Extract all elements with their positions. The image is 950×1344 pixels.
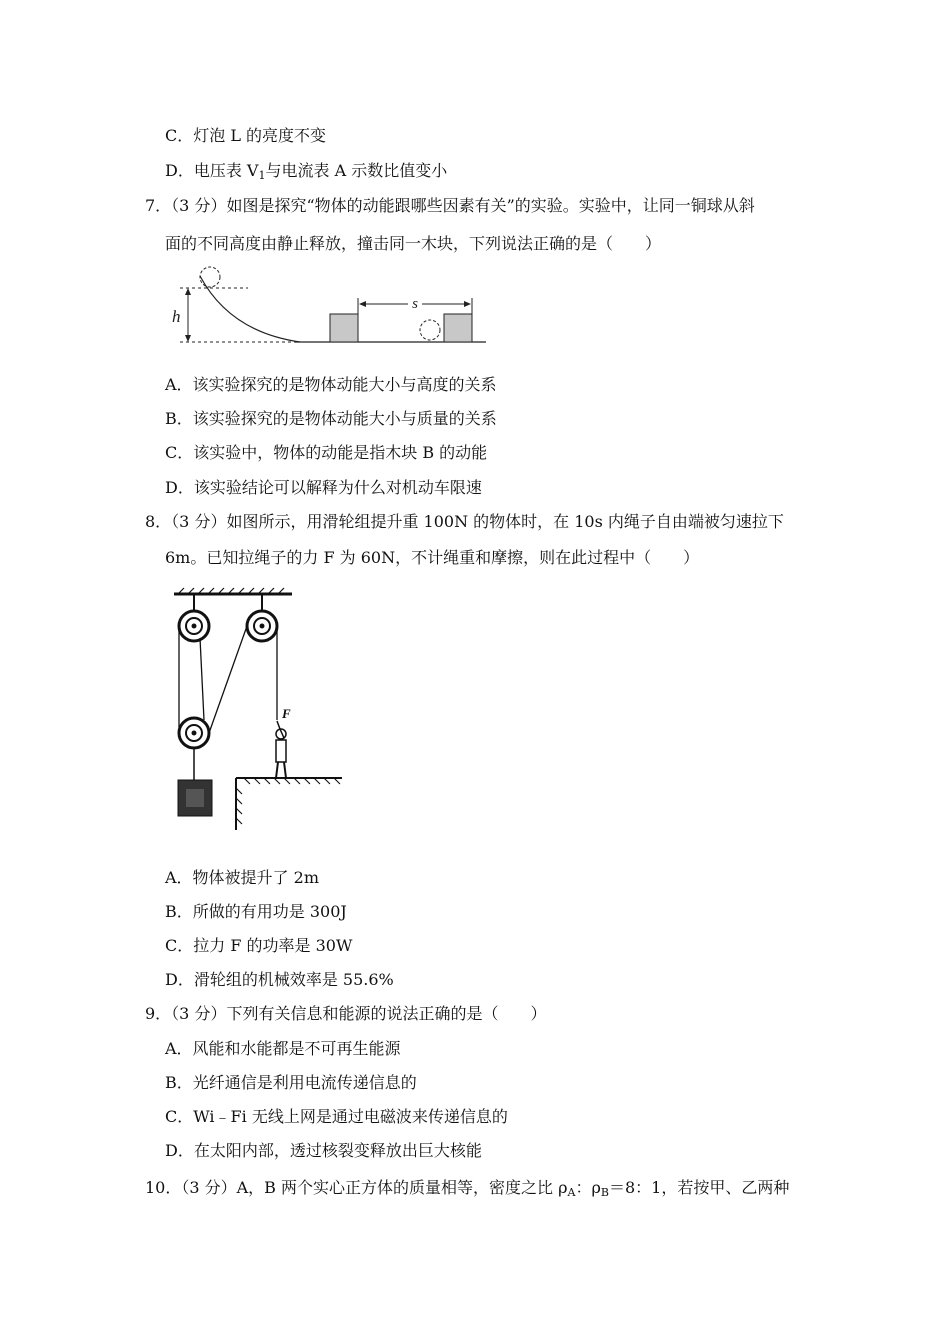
q6-option-d <box>165 161 447 181</box>
q7-option-a: A．该实验探究的是物体动能大小与高度的关系 <box>165 375 497 394</box>
q7-label-h: h <box>172 307 181 326</box>
q7-option-b: B．该实验探究的是物体动能大小与质量的关系 <box>165 409 497 428</box>
q8-label-F: F <box>282 706 291 721</box>
q7-option-c: C．该实验中，物体的动能是指木块 B 的动能 <box>165 443 488 462</box>
q8-option-b: B．所做的有用功是 300J <box>165 902 347 921</box>
q9-option-d: D．在太阳内部，透过核裂变释放出巨大核能 <box>165 1141 482 1160</box>
q7-label-s: s <box>412 296 418 312</box>
q8-stem-line2: 6m。已知拉绳子的力 F 为 60N，不计绳重和摩擦，则在此过程中（ ） <box>165 548 700 567</box>
q6-option-d-pre: D．电压表 V <box>165 161 259 180</box>
q8-stem-line1: 8．（3 分）如图所示，用滑轮组提升重 100N 的物体时，在 10s 内绳子自由端被匀速拉下 <box>145 512 784 531</box>
q9-option-c: C．Wi﹣Fi 无线上网是通过电磁波来传递信息的 <box>165 1107 508 1126</box>
q7-stem-line1: 7．（3 分）如图是探究“物体的动能跟哪些因素有关”的实验。实验中，让同一铜球从斜 <box>145 196 755 215</box>
q6-option-c: C．灯泡 L 的亮度不变 <box>165 126 327 145</box>
q9-option-a: A．风能和水能都是不可再生能源 <box>165 1039 401 1058</box>
q9-stem: 9．（3 分）下列有关信息和能源的说法正确的是（ ） <box>145 1004 547 1023</box>
q10-part3: ＝8：1，若按甲、乙两种 <box>609 1178 790 1197</box>
q8-option-c: C．拉力 F 的功率是 30W <box>165 936 353 955</box>
q6-option-d-post: 与电流表 A 示数比值变小 <box>265 161 448 180</box>
q8-option-a: A．物体被提升了 2m <box>165 868 319 887</box>
q8-option-d: D．滑轮组的机械效率是 55.6% <box>165 970 394 989</box>
q9-option-b: B．光纤通信是利用电流传递信息的 <box>165 1073 417 1092</box>
q10-part1: 10．（3 分）A，B 两个实心正方体的质量相等，密度之比 ρ <box>145 1178 568 1197</box>
q10-sub-a: A <box>567 1186 576 1199</box>
q7-option-d: D．该实验结论可以解释为什么对机动车限速 <box>165 478 482 497</box>
q7-stem-line2: 面的不同高度由静止释放，撞击同一木块，下列说法正确的是（ ） <box>165 234 662 253</box>
q6-option-d-sub: 1 <box>258 169 266 182</box>
q10-stem <box>145 1178 789 1198</box>
q10-sub-b: B <box>600 1186 609 1199</box>
q7-figure-incline <box>160 262 490 350</box>
q10-part2: ：ρ <box>575 1178 601 1197</box>
q8-figure-pulley <box>172 588 347 833</box>
